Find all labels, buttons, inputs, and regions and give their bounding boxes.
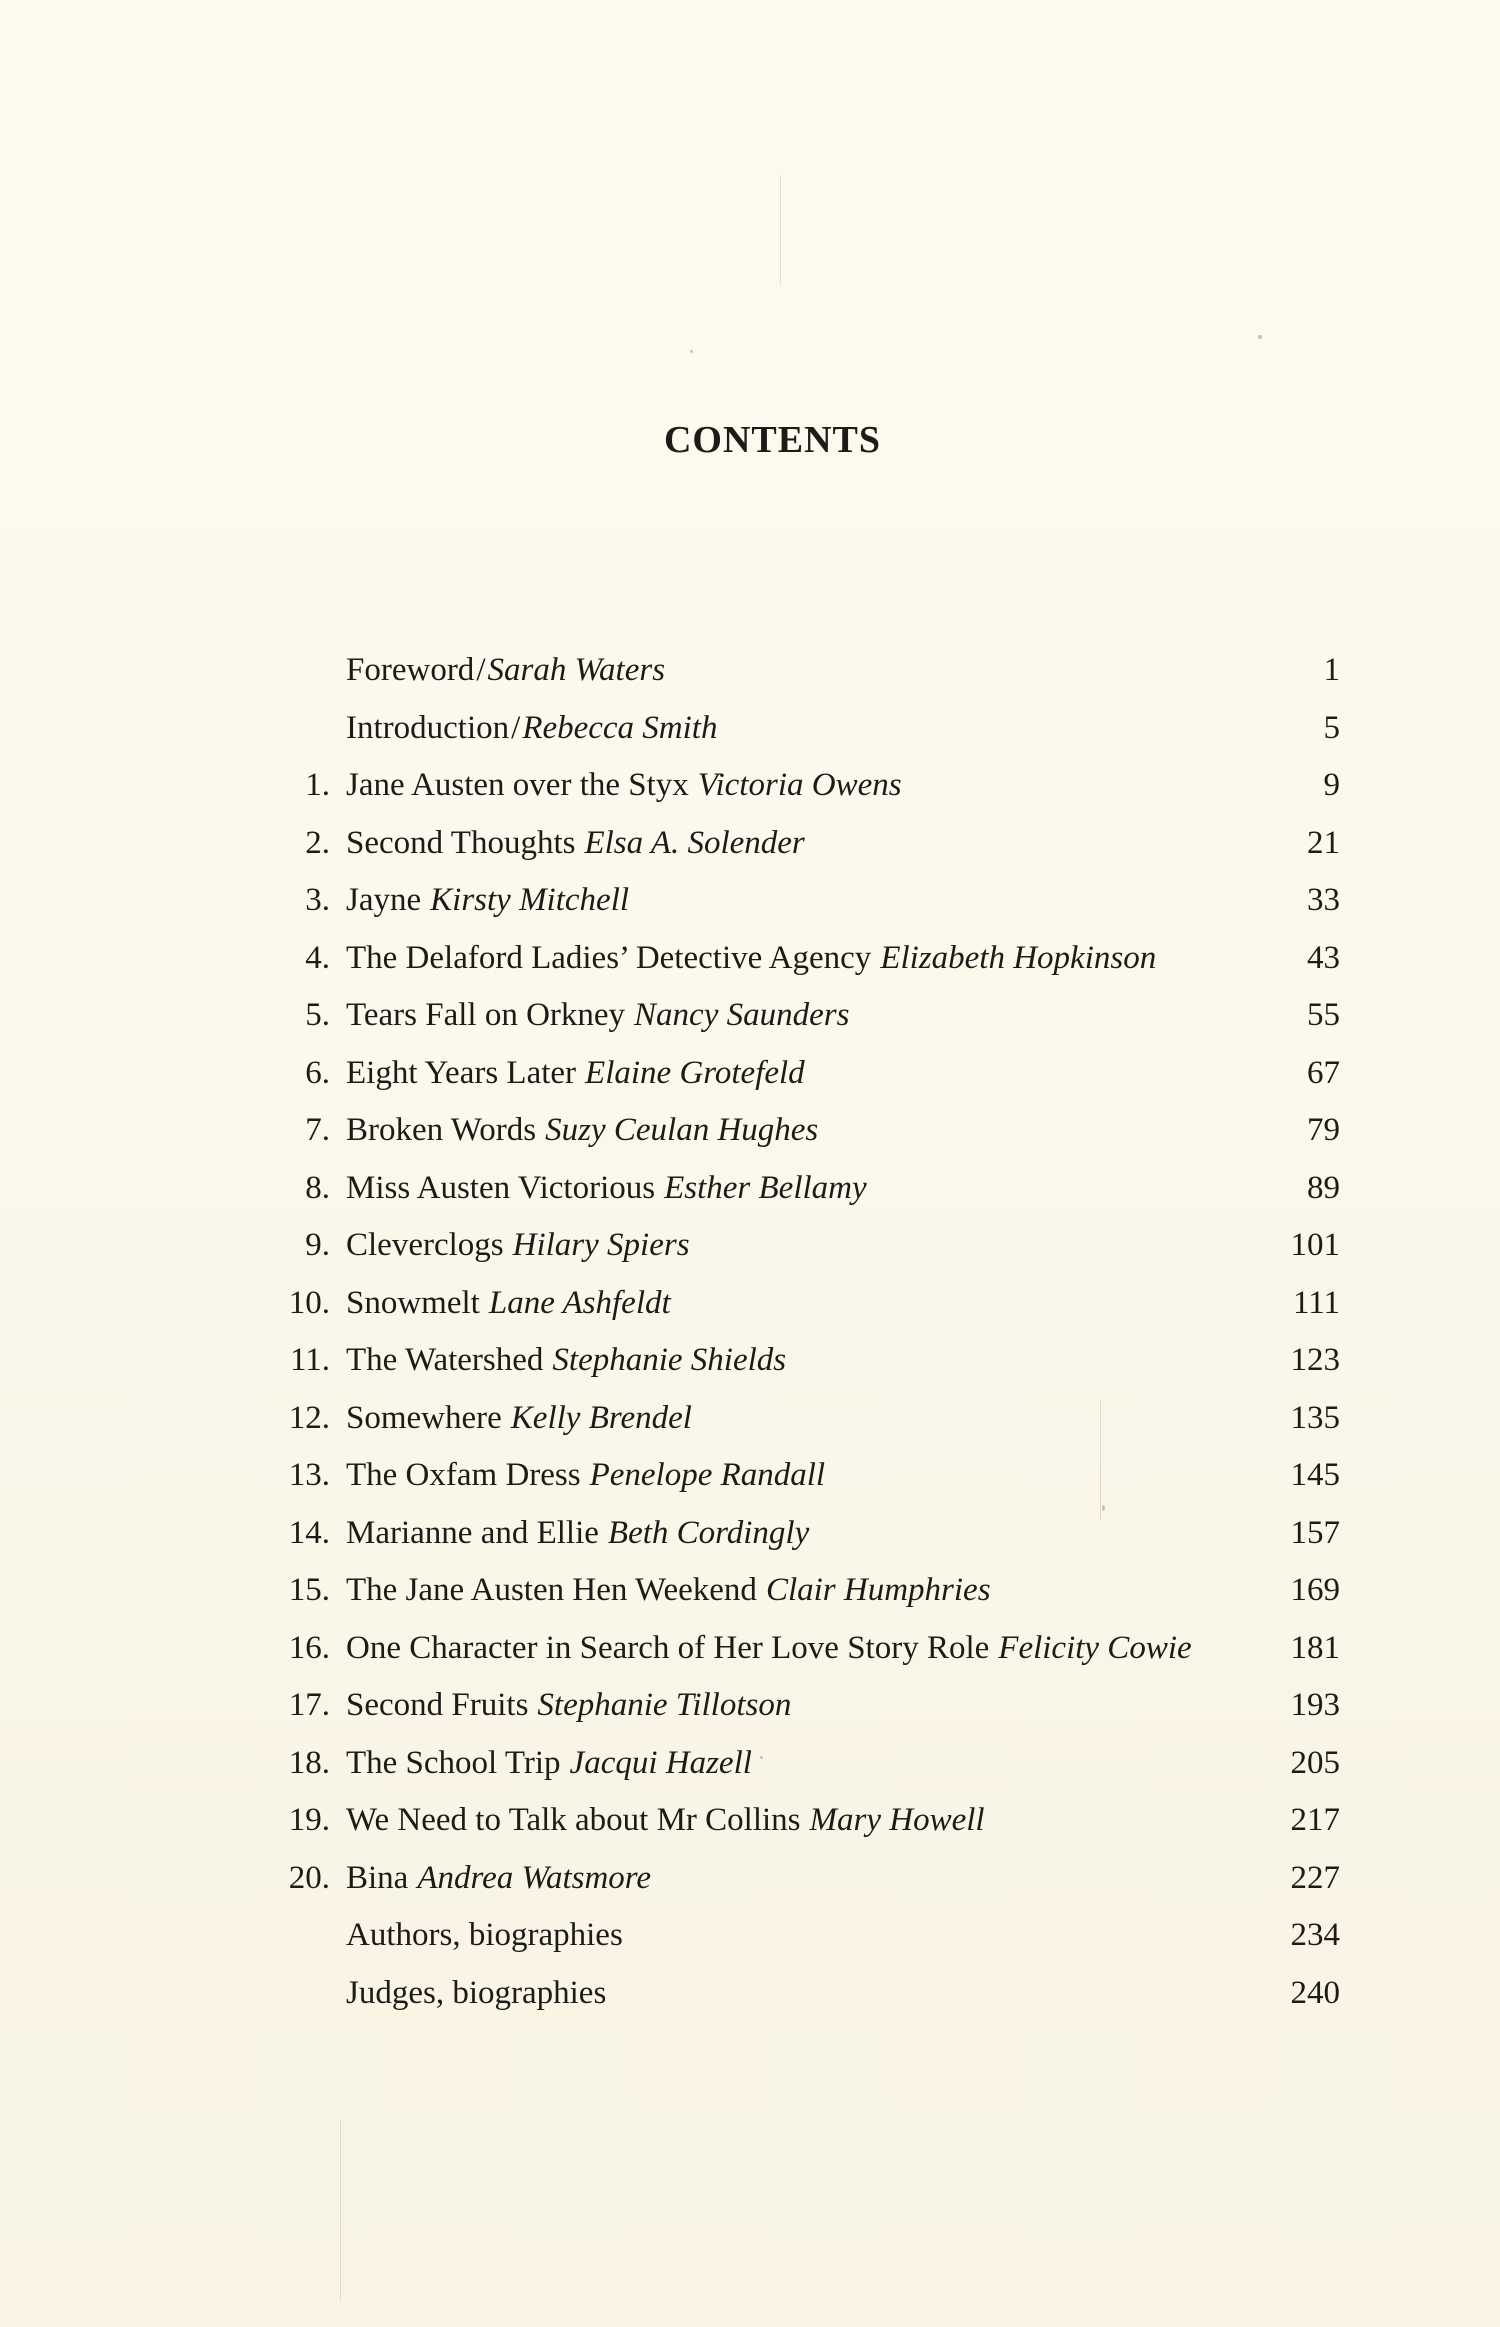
toc-entry-author: Felicity Cowie <box>998 1629 1192 1666</box>
toc-entry-number: 8. <box>305 1169 330 1206</box>
toc-entry-title: Eight Years Later <box>346 1054 577 1091</box>
toc-entry-page-number: 181 <box>1290 1629 1340 1666</box>
toc-entry-text <box>346 1390 692 1448</box>
toc-entry-number: 12. <box>288 1399 330 1436</box>
toc-entry <box>0 1217 1500 1275</box>
toc-entry-title: Judges, biographies <box>346 1974 607 2011</box>
toc-entry-page-number: 79 <box>1307 1112 1340 1148</box>
toc-entry-number: 10. <box>288 1284 330 1321</box>
toc-entry-number: 6. <box>305 1054 330 1091</box>
toc-entry-page-number: 101 <box>1290 1227 1340 1263</box>
toc-entry-text <box>346 1677 791 1735</box>
toc-entry <box>0 987 1500 1045</box>
toc-entry <box>0 1562 1500 1620</box>
toc-entry-page-number: 240 <box>1290 1974 1340 2011</box>
toc-entry-number: 7. <box>305 1112 330 1148</box>
toc-entry-title: Snowmelt <box>346 1284 480 1321</box>
toc-entry-separator: / <box>511 709 521 746</box>
toc-entry-separator: / <box>476 652 486 688</box>
toc-entry <box>0 1907 1500 1965</box>
toc-entry-text <box>346 1160 867 1218</box>
toc-entry-title: The School Trip <box>346 1744 561 1781</box>
toc-entry-title: Authors, biographies <box>346 1917 623 1953</box>
toc-entry-text <box>346 1505 809 1563</box>
paper-scratch <box>340 2120 341 2300</box>
toc-entry-page-number: 111 <box>1292 1284 1340 1321</box>
toc-entry-title: Bina <box>346 1859 409 1896</box>
toc-entry-page-number: 1 <box>1323 652 1340 688</box>
toc-entry-title: The Oxfam Dress <box>346 1457 581 1493</box>
toc-entry-title: Foreword <box>346 652 475 688</box>
paper-speck <box>690 350 693 353</box>
toc-entry-text <box>346 1045 805 1103</box>
toc-entry <box>0 757 1500 815</box>
toc-entry-author: Nancy Saunders <box>634 997 850 1033</box>
toc-entry-author: Clair Humphries <box>765 1572 991 1608</box>
toc-entry <box>0 815 1500 873</box>
toc-entry-title: One Character in Search of Her Love Story Role <box>346 1629 990 1666</box>
toc-entry-text <box>346 1217 690 1275</box>
toc-entry-title: Jane Austen over the Styx <box>346 767 689 803</box>
toc-entry-text <box>346 815 805 873</box>
toc-entry <box>0 1850 1500 1908</box>
toc-entry-page-number: 205 <box>1290 1744 1340 1781</box>
toc-entry-text <box>346 1275 671 1333</box>
toc-entry-text <box>346 1102 818 1160</box>
toc-entry <box>0 642 1500 700</box>
toc-entry-number: 19. <box>288 1802 330 1838</box>
toc-entry <box>0 1677 1500 1735</box>
toc-entry-number: 18. <box>288 1744 330 1781</box>
toc-entry-page-number: 67 <box>1307 1054 1340 1091</box>
toc-entry-number: 9. <box>305 1227 330 1263</box>
toc-entry-author: Hilary Spiers <box>512 1227 690 1263</box>
toc-entry <box>0 1160 1500 1218</box>
toc-entry-author: Sarah Waters <box>487 652 666 688</box>
toc-entry-author: Victoria Owens <box>697 767 902 803</box>
toc-entry-number: 2. <box>305 824 330 861</box>
toc-entry <box>0 1620 1500 1678</box>
table-of-contents <box>0 642 1500 2022</box>
toc-entry-author: Suzy Ceulan Hughes <box>545 1112 819 1148</box>
toc-entry <box>0 1045 1500 1103</box>
toc-entry-author: Elizabeth Hopkinson <box>880 939 1157 976</box>
toc-entry-number: 16. <box>288 1629 330 1666</box>
toc-entry-number: 15. <box>288 1572 330 1608</box>
toc-entry-title: Marianne and Ellie <box>346 1514 599 1551</box>
toc-entry-page-number: 227 <box>1290 1859 1340 1896</box>
toc-entry-title: Tears Fall on Orkney <box>346 997 626 1033</box>
toc-entry <box>0 1792 1500 1850</box>
page-title: CONTENTS <box>663 419 882 461</box>
toc-entry-page-number: 5 <box>1323 709 1340 746</box>
toc-entry-page-number: 21 <box>1307 824 1340 861</box>
toc-entry-author: Mary Howell <box>809 1802 985 1838</box>
toc-entry <box>0 1505 1500 1563</box>
toc-entry-text <box>346 700 717 758</box>
toc-entry <box>0 872 1500 930</box>
toc-entry-title: Jayne <box>346 882 422 918</box>
toc-entry-title: We Need to Talk about Mr Collins <box>346 1802 801 1838</box>
toc-entry-page-number: 9 <box>1323 767 1340 803</box>
toc-entry-page-number: 169 <box>1290 1572 1340 1608</box>
toc-entry-text <box>346 757 902 815</box>
toc-entry-number: 17. <box>288 1687 330 1723</box>
toc-entry-text <box>346 1850 651 1908</box>
toc-entry-title: The Watershed <box>346 1342 544 1378</box>
toc-entry-text <box>346 1735 752 1793</box>
toc-entry-number: 3. <box>305 882 330 918</box>
toc-entry-author: Rebecca Smith <box>522 709 718 746</box>
toc-entry-text <box>346 1447 825 1505</box>
toc-entry-author: Lane Ashfeldt <box>488 1284 671 1321</box>
toc-entry-author: Elaine Grotefeld <box>585 1054 805 1091</box>
toc-entry-page-number: 135 <box>1290 1399 1340 1436</box>
toc-entry-page-number: 55 <box>1307 997 1340 1033</box>
toc-entry <box>0 700 1500 758</box>
toc-entry-title: Miss Austen Victorious <box>346 1169 656 1206</box>
toc-entry-text <box>346 930 1156 988</box>
toc-entry-text <box>346 642 665 700</box>
toc-entry-page-number: 193 <box>1290 1687 1340 1723</box>
toc-entry-author: Elsa A. Solender <box>584 824 805 861</box>
toc-entry-number: 13. <box>288 1457 330 1493</box>
toc-entry-page-number: 145 <box>1290 1457 1340 1493</box>
toc-entry-author: Stephanie Shields <box>552 1342 787 1378</box>
toc-entry-title: Cleverclogs <box>346 1227 504 1263</box>
toc-entry <box>0 930 1500 988</box>
toc-entry <box>0 1735 1500 1793</box>
toc-entry-text <box>346 872 629 930</box>
toc-entry-title: The Delaford Ladies’ Detective Agency <box>346 939 872 976</box>
toc-entry-title: Second Fruits <box>346 1687 529 1723</box>
toc-entry <box>0 1965 1500 2023</box>
toc-entry-author: Kelly Brendel <box>510 1399 692 1436</box>
toc-entry-number: 1. <box>305 767 330 803</box>
toc-entry-author: Stephanie Tillotson <box>537 1687 792 1723</box>
toc-entry-author: Beth Cordingly <box>607 1514 810 1551</box>
toc-entry-page-number: 234 <box>1290 1917 1340 1953</box>
toc-entry-page-number: 33 <box>1307 882 1340 918</box>
toc-entry-page-number: 157 <box>1290 1514 1340 1551</box>
toc-entry-title: Somewhere <box>346 1399 502 1436</box>
toc-entry <box>0 1390 1500 1448</box>
toc-entry <box>0 1447 1500 1505</box>
toc-entry-page-number: 89 <box>1307 1169 1340 1206</box>
toc-entry-number: 14. <box>288 1514 330 1551</box>
toc-entry-title: Second Thoughts <box>346 824 576 861</box>
toc-entry-page-number: 123 <box>1290 1342 1340 1378</box>
paper-scratch <box>780 175 781 285</box>
toc-entry-text <box>346 1562 991 1620</box>
toc-entry-text <box>346 987 849 1045</box>
toc-entry-text <box>346 1965 606 2023</box>
paper-speck <box>1258 335 1262 339</box>
toc-entry-number: 20. <box>288 1859 330 1896</box>
toc-entry-text <box>346 1620 1192 1678</box>
toc-entry-page-number: 43 <box>1307 939 1340 976</box>
toc-entry-text <box>346 1907 623 1965</box>
toc-entry <box>0 1332 1500 1390</box>
toc-entry-text <box>346 1792 985 1850</box>
toc-entry-author: Penelope Randall <box>589 1457 826 1493</box>
toc-entry-title: Introduction <box>346 709 510 746</box>
toc-entry-number: 11. <box>289 1342 330 1378</box>
toc-entry-author: Andrea Watsmore <box>417 1859 652 1896</box>
toc-entry-title: The Jane Austen Hen Weekend <box>346 1572 757 1608</box>
toc-entry-page-number: 217 <box>1290 1802 1340 1838</box>
toc-entry-title: Broken Words <box>346 1112 537 1148</box>
toc-entry <box>0 1275 1500 1333</box>
toc-entry-number: 5. <box>305 997 330 1033</box>
toc-entry-text <box>346 1332 786 1390</box>
toc-entry-author: Jacqui Hazell <box>569 1744 752 1781</box>
toc-entry-author: Esther Bellamy <box>664 1169 867 1206</box>
toc-entry-author: Kirsty Mitchell <box>430 882 630 918</box>
toc-entry <box>0 1102 1500 1160</box>
toc-entry-number: 4. <box>305 939 330 976</box>
